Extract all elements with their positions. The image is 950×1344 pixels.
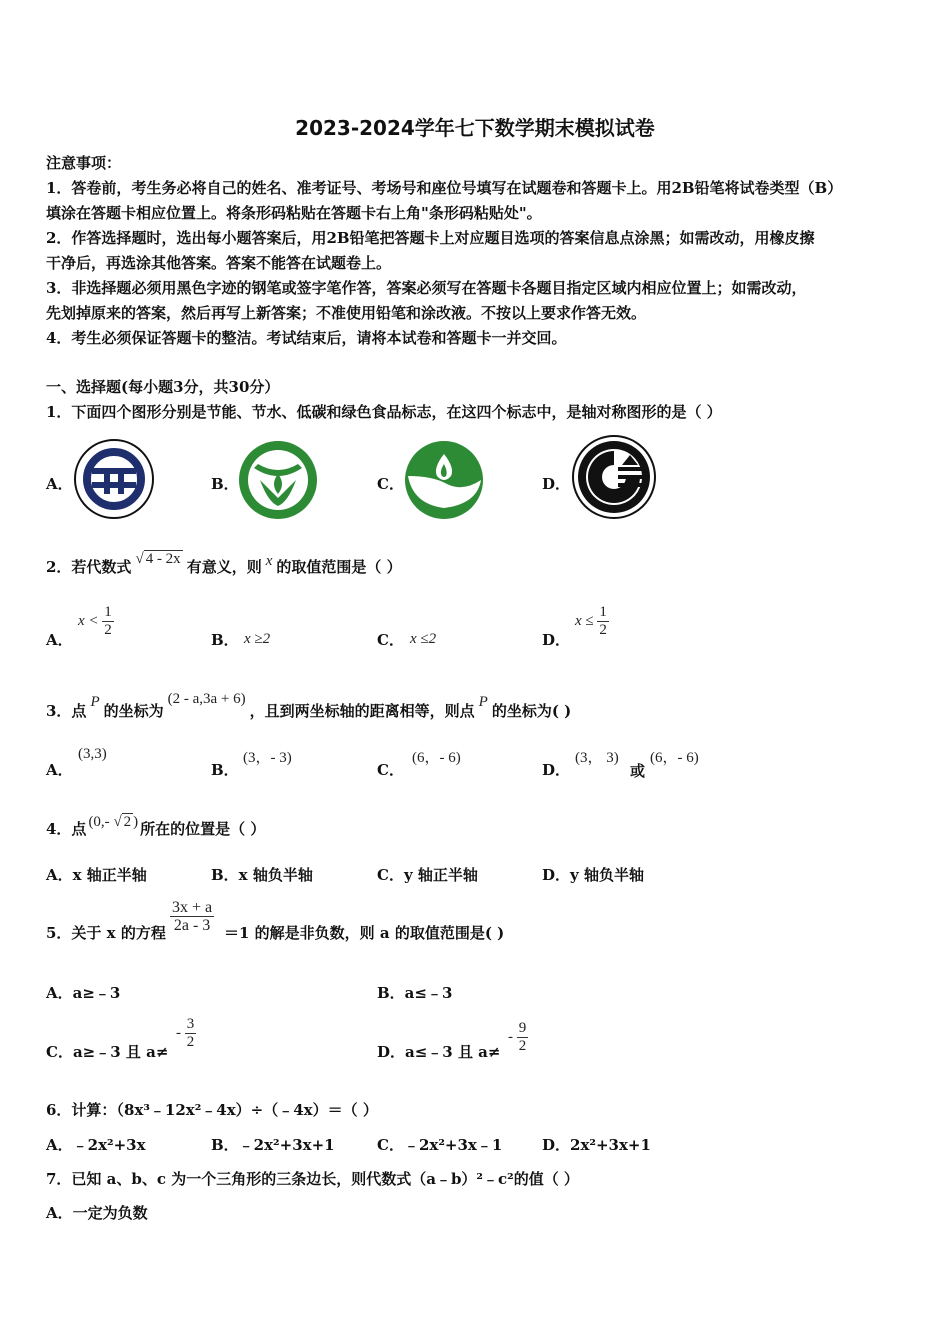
q3-point: P: [90, 694, 100, 710]
q2-prefix: 2．若代数式: [46, 558, 132, 576]
q3-option-c: (6，- 6): [412, 750, 461, 766]
question-7-stem: 7．已知 a、b、c 为一个三角形的三条边长，则代数式（a﹣b）²﹣c²的值（ ）: [46, 1170, 579, 1188]
q2-option-d: [575, 604, 609, 639]
q6-option-c: C．﹣2x²+3x﹣1: [377, 1136, 503, 1154]
q4-coord-suffix: ): [133, 814, 139, 830]
q1-option-d-label: D．: [542, 475, 571, 493]
notice-line: 4．考生必须保证答题卡的整洁。考试结束后，请将本试卷和答题卡一并交回。: [46, 329, 567, 347]
q5-suffix: ＝1 的解是非负数，则 a 的取值范围是( ): [224, 924, 505, 942]
q5-d-sign: -: [508, 1028, 513, 1045]
q3-option-b-label: B．: [211, 761, 239, 779]
q2-a-fraction: [102, 604, 114, 639]
q2-suffix: 的取值范围是（ ）: [276, 558, 402, 576]
q4-option-a: A．x 轴正半轴: [46, 866, 147, 884]
question-4-stem: [46, 814, 266, 839]
q3-option-d: (3， 3): [575, 750, 619, 766]
q2-var: x: [265, 553, 273, 569]
q5-c-num: 3: [186, 1016, 195, 1032]
q3-option-d-extra: (6，- 6): [650, 750, 699, 766]
q6-option-b: B．﹣2x²+3x+1: [211, 1136, 335, 1154]
q3-prefix: 3．点: [46, 702, 87, 720]
q1-option-c-label: C．: [377, 475, 404, 493]
q5-option-c-prefix: C．a≥﹣3 且 a≠: [46, 1043, 169, 1061]
q2-option-b-label: B．: [211, 631, 239, 649]
q5-num: 3x + a: [172, 899, 213, 916]
water-saving-logo: [238, 440, 318, 520]
q4-radicand: 2: [123, 814, 132, 830]
q2-a-lhs: x <: [78, 612, 99, 629]
q1-option-a-label: A．: [46, 475, 73, 493]
q3-point-2: P: [478, 694, 488, 710]
q4-coord-prefix: (0,-: [88, 814, 110, 830]
notice-line: 干净后，再选涂其他答案。答案不能答在试题卷上。: [46, 254, 392, 272]
q3-option-b: (3，- 3): [243, 750, 292, 766]
q5-option-d-value: [508, 1020, 528, 1055]
q2-option-a-label: A．: [46, 631, 73, 649]
q3-or: 或: [630, 762, 646, 780]
q4-option-d: D．y 轴负半轴: [542, 866, 644, 884]
q5-den: 2a - 3: [173, 917, 211, 934]
q4-prefix: 4．点: [46, 820, 87, 838]
q5-prefix: 5．关于 x 的方程: [46, 924, 166, 942]
question-2-stem: [46, 551, 402, 577]
energy-saving-logo: [73, 438, 155, 520]
notice-line: 填涂在答题卡相应位置上。将条形码粘贴在答题卡右上角"条形码粘贴处"。: [46, 204, 542, 222]
q4-option-c: C．y 轴正半轴: [377, 866, 478, 884]
q2-d-fraction: [597, 604, 609, 639]
green-food-logo: [572, 434, 656, 520]
q6-option-d: D．2x²+3x+1: [542, 1136, 651, 1154]
notice-line: 3．非选择题必须用黑色字迹的钢笔或签字笔作答，答案必须写在答题卡各题目指定区域内相应位置上；如需改动，: [46, 279, 807, 297]
q5-option-a: A．a≥﹣3: [46, 984, 121, 1002]
q3-suffix-2: 的坐标为( ): [491, 702, 572, 720]
q2-d-num: 1: [599, 604, 607, 620]
q2-option-c-label: C．: [377, 631, 404, 649]
notice-line: 2．作答选择题时，选出每小题答案后，用2B铅笔把答题卡上对应题目选项的答案信息点涂黑；如需改动，用橡皮擦: [46, 229, 815, 247]
q5-c-den: 2: [186, 1034, 195, 1050]
low-carbon-logo: [403, 440, 485, 520]
q7-option-a: A．一定为负数: [46, 1204, 148, 1222]
q2-radicand: 4 - 2x: [145, 551, 181, 567]
q5-d-den: 2: [518, 1038, 527, 1054]
page-title: 2023-2024学年七下数学期末模拟试卷: [295, 116, 655, 140]
q2-a-num: 1: [104, 604, 112, 620]
q5-d-num: 9: [518, 1020, 527, 1036]
q2-option-b: x ≥2: [244, 631, 271, 647]
q5-fraction: [170, 899, 214, 934]
q6-option-a: A．﹣2x²+3x: [46, 1136, 146, 1154]
q4-coord: (0,- √ 2 ): [88, 814, 139, 830]
q3-option-d-label: D．: [542, 761, 571, 779]
q3-middle: 的坐标为: [103, 702, 164, 720]
q5-c-sign: -: [176, 1024, 181, 1041]
q5-option-b: B．a≤﹣3: [377, 984, 453, 1002]
q3-option-a-label: A．: [46, 761, 73, 779]
q2-option-d-label: D．: [542, 631, 571, 649]
q5-option-c-value: [176, 1016, 196, 1051]
q5-option-d-prefix: D．a≤﹣3 且 a≠: [377, 1043, 501, 1061]
q2-option-a: [78, 604, 114, 639]
notice-heading: 注意事项：: [46, 154, 122, 172]
q2-d-lhs: x ≤: [575, 612, 594, 629]
q2-middle: 有意义，则: [186, 558, 262, 576]
q2-radical: √ 4 - 2x: [135, 551, 181, 567]
question-6-stem: 6．计算：（8x³﹣12x²﹣4x）÷（﹣4x）＝（ ）: [46, 1101, 378, 1119]
q3-option-a: (3,3): [78, 746, 107, 762]
q2-a-den: 2: [104, 622, 112, 638]
notice-line: 1．答卷前，考生务必将自己的姓名、准考证号、考场号和座位号填写在试题卷和答题卡上。用2B铅笔将试卷类型（B）: [46, 179, 843, 197]
q1-option-b-label: B．: [211, 475, 239, 493]
question-3-stem: [46, 691, 572, 721]
section-heading: 一、选择题(每小题3分，共30分）: [46, 378, 280, 396]
q3-option-c-label: C．: [377, 761, 404, 779]
question-1-stem: 1．下面四个图形分别是节能、节水、低碳和绿色食品标志，在这四个标志中，是轴对称图形的是（ ）: [46, 403, 722, 421]
notice-line: 先划掉原来的答案，然后再写上新答案；不准使用铅笔和涂改液。不按以上要求作答无效。: [46, 304, 647, 322]
q3-coord: (2 - a,3a + 6): [167, 691, 246, 707]
q4-suffix: 所在的位置是（ ）: [140, 820, 266, 838]
q3-suffix: ，且到两坐标轴的距离相等，则点: [249, 702, 475, 720]
q4-option-b: B．x 轴负半轴: [211, 866, 313, 884]
q2-d-den: 2: [599, 622, 607, 638]
q2-option-c: x ≤2: [410, 631, 437, 647]
